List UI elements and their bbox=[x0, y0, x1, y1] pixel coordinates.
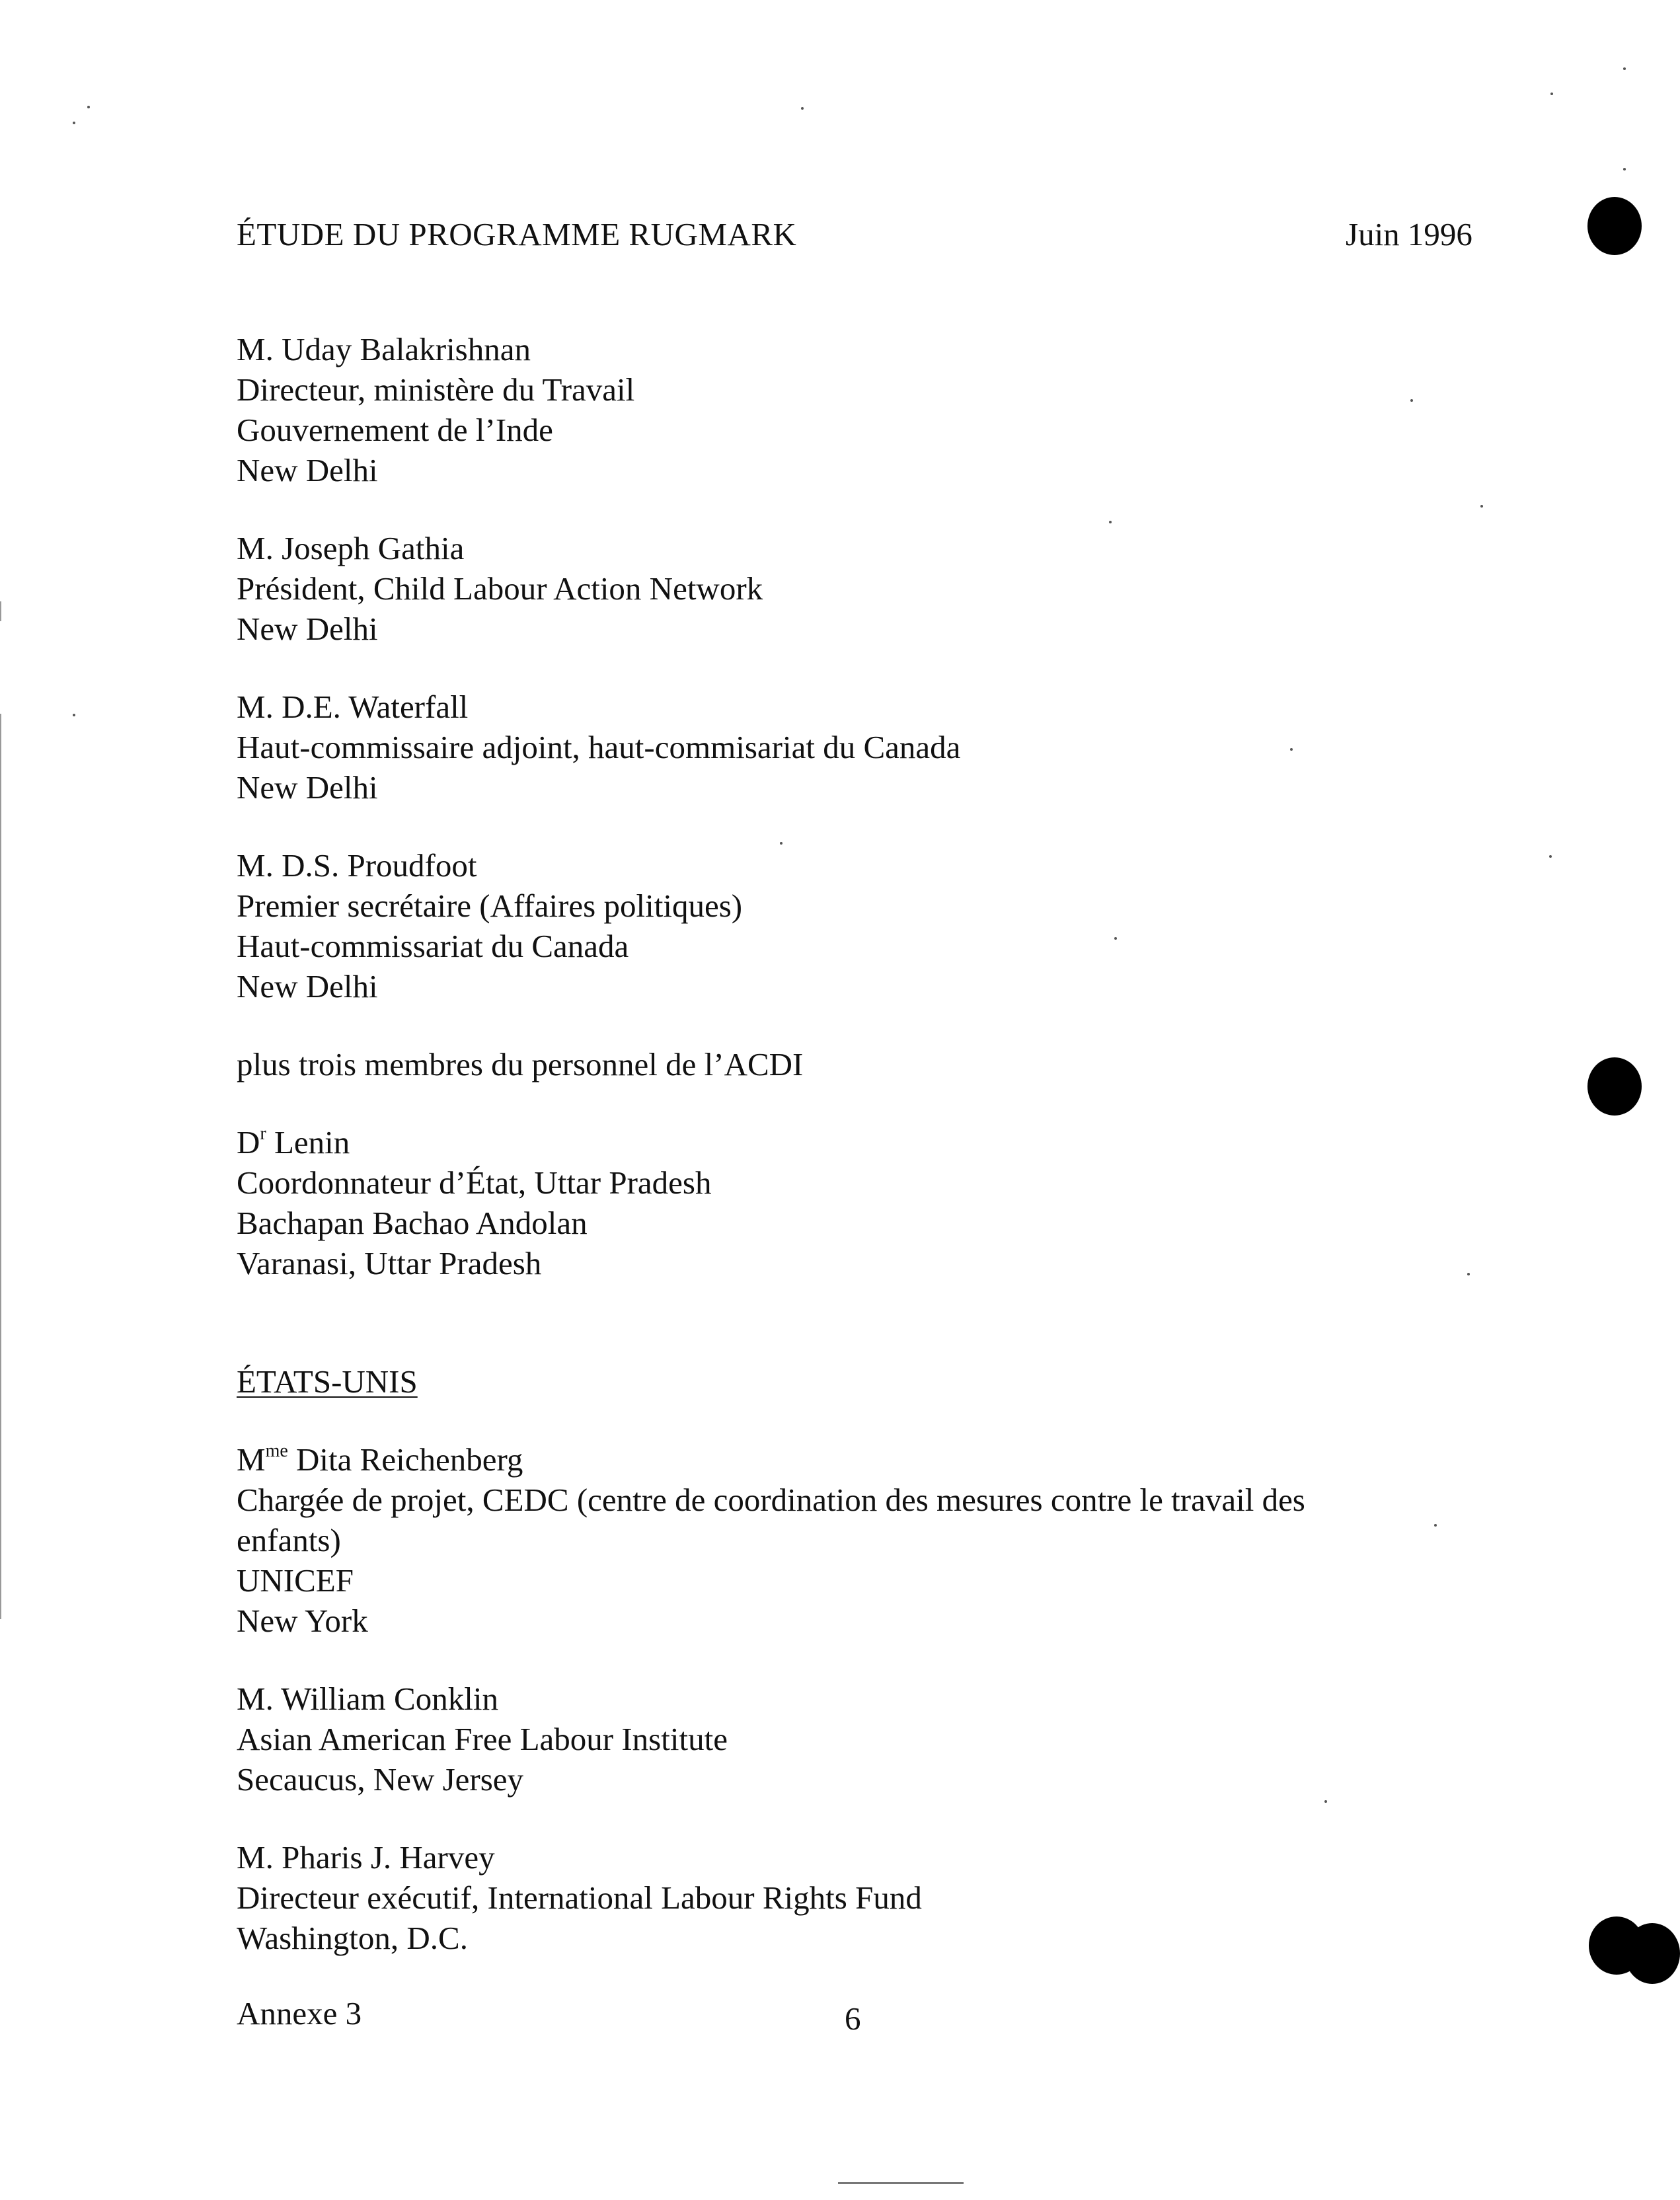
contact-name: M. Joseph Gathia bbox=[237, 530, 465, 566]
contact-detail: Haut-commissaire adjoint, haut-commisariat du Canada bbox=[237, 729, 961, 765]
contact-entry bbox=[237, 329, 1373, 490]
staff-note bbox=[237, 1044, 1373, 1084]
contact-detail: New Delhi bbox=[237, 769, 378, 806]
contact-entry bbox=[237, 845, 1373, 1006]
scan-speck bbox=[1550, 93, 1553, 95]
contact-entry bbox=[237, 1837, 1373, 1958]
contact-name: $M^{me}$ Dita Reichenberg bbox=[237, 1440, 523, 1478]
document-title: ÉTUDE DU PROGRAMME RUGMARK bbox=[237, 216, 797, 252]
scan-speck bbox=[1467, 1273, 1470, 1275]
contact-name: M. William Conklin bbox=[237, 1681, 498, 1717]
scan-speck bbox=[1623, 67, 1626, 70]
scan-speck bbox=[73, 122, 75, 124]
contact-entry bbox=[237, 687, 1373, 808]
scan-speck bbox=[780, 842, 783, 845]
scan-speck bbox=[87, 106, 90, 108]
contact-list bbox=[237, 329, 1373, 1958]
scan-speck bbox=[1434, 1524, 1437, 1527]
contact-entry bbox=[237, 528, 1373, 649]
contact-detail: Président, Child Labour Action Network bbox=[237, 570, 763, 607]
contact-detail: Secaucus, New Jersey bbox=[237, 1761, 524, 1798]
contact-detail: Asian American Free Labour Institute bbox=[237, 1721, 728, 1757]
contact-entry bbox=[237, 1122, 1373, 1283]
scan-smudge bbox=[838, 2182, 964, 2184]
contact-detail: Varanasi, Uttar Pradesh bbox=[237, 1245, 542, 1281]
contact-detail: New Delhi bbox=[237, 968, 378, 1005]
contact-name: $D^r$ Lenin bbox=[237, 1123, 350, 1160]
scan-speck bbox=[1549, 855, 1552, 858]
scan-speck bbox=[1109, 521, 1112, 523]
contact-detail: Washington, D.C. bbox=[237, 1920, 468, 1956]
punch-hole bbox=[1587, 197, 1642, 255]
page-number: 6 bbox=[845, 2000, 861, 2037]
contact-detail: Haut-commissariat du Canada bbox=[237, 928, 629, 964]
scan-edge bbox=[0, 714, 1, 1619]
contact-detail: Gouvernement de l’Inde bbox=[237, 412, 553, 448]
scan-speck bbox=[1290, 748, 1293, 751]
punch-hole bbox=[1587, 1057, 1642, 1116]
scan-speck bbox=[1480, 505, 1483, 508]
contact-detail: New Delhi bbox=[237, 452, 378, 488]
contact-entry bbox=[237, 1439, 1373, 1641]
contact-detail: Coordonnateur d’État, Uttar Pradesh bbox=[237, 1164, 712, 1201]
contact-detail: New Delhi bbox=[237, 611, 378, 647]
scan-edge bbox=[0, 601, 1, 621]
contact-name: M. D.E. Waterfall bbox=[237, 689, 469, 725]
contact-detail: Bachapan Bachao Andolan bbox=[237, 1205, 588, 1241]
annex-label: Annexe 3 bbox=[237, 1995, 362, 2031]
scan-speck bbox=[801, 107, 804, 110]
contact-detail: Premier secrétaire (Affaires politiques) bbox=[237, 888, 743, 924]
scan-speck bbox=[73, 714, 75, 716]
section-heading bbox=[237, 1361, 1373, 1402]
punch-hole bbox=[1624, 1923, 1680, 1984]
scan-speck bbox=[1114, 937, 1117, 940]
section-title-us: ÉTATS-UNIS bbox=[237, 1363, 418, 1400]
contact-entry bbox=[237, 1679, 1373, 1800]
contact-detail: Directeur, ministère du Travail bbox=[237, 371, 635, 408]
contact-detail: New York bbox=[237, 1603, 368, 1639]
contact-detail: Directeur exécutif, International Labour Rights Fund bbox=[237, 1879, 922, 1916]
contact-name: M. D.S. Proudfoot bbox=[237, 847, 477, 884]
document-date: Juin 1996 bbox=[1346, 216, 1472, 252]
scan-speck bbox=[1324, 1800, 1327, 1803]
scan-speck bbox=[1623, 168, 1626, 171]
contact-name: M. Pharis J. Harvey bbox=[237, 1839, 495, 1876]
scan-speck bbox=[1410, 399, 1413, 402]
contact-detail: Chargée de projet, CEDC (centre de coordination des mesures contre le travail des enfants) bbox=[237, 1482, 1305, 1558]
contact-detail: UNICEF bbox=[237, 1562, 354, 1599]
contact-name: M. Uday Balakrishnan bbox=[237, 331, 531, 367]
note-text: plus trois membres du personnel de l’ACDI bbox=[237, 1046, 804, 1082]
